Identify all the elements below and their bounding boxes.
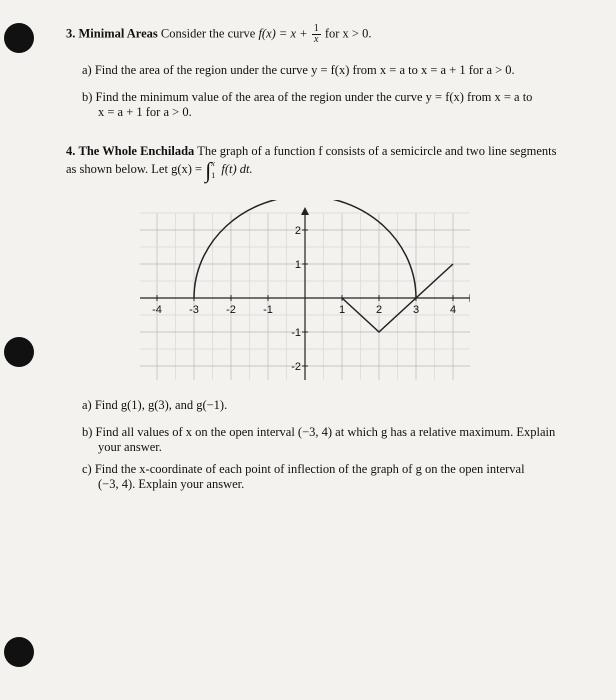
function-graph [140,200,470,380]
problem3-condition: for x > 0. [324,26,372,41]
y-tick-label: -1 [291,327,301,339]
integrand: f(t) dt. [221,161,253,176]
problem4-title: The Whole Enchilada [78,144,195,158]
x-axis-arrow [470,294,471,302]
x-tick-label: -3 [189,304,199,316]
integral-sign: ∫ [205,157,212,183]
problem3-part-a: a) Find the area of the region under the curve y = f(x) from x = a to x = a + 1 for a > 0. [82,63,515,77]
problem3-part-b-line1: b) Find the minimum value of the area of the region under the curve y = f(x) from x = a to [82,90,533,104]
problem4-part-b-line2: your answer. [98,440,162,454]
problem3-function: f(x) = x + [258,26,308,41]
problem3-fraction: $\frac{1}{x}$ [313,23,319,45]
problem3-heading [66,24,371,45]
x-tick-label: 1 [338,304,346,316]
problem3-intro: Consider the curve [160,26,256,41]
y-tick-label: 2 [294,225,301,237]
x-tick-label: 4 [449,304,457,316]
problem4-part-b-line1: b) Find all values of x on the open interval (−3, 4) at which g has a relative maximum. Explain [82,425,556,439]
problem4-heading [66,144,556,159]
x-tick-label: -1 [263,304,273,316]
problem3-part-b-line2: x = a + 1 for a > 0. [98,105,192,119]
x-tick-label: -4 [152,304,162,316]
binder-hole-bottom [4,637,34,667]
problem3-number: 3. [66,26,76,41]
x-tick-label: 2 [375,304,383,316]
problem4-part-c-line2: (−3, 4). Explain your answer. [98,477,245,491]
integral-limits: x 1 [211,159,216,180]
binder-hole-top [4,23,34,53]
problem3-title: Minimal Areas [78,26,158,41]
x-tick-label: 3 [412,304,420,316]
problem4-part-a: a) Find g(1), g(3), and g(−1). [82,398,228,412]
problem4-intro-line2: as shown below. Let g(x) = ∫ x 1 f(t) dt. [66,157,253,183]
problem4-intro-line1: The graph of a function f consists of a semicircle and two line segments [197,144,557,158]
binder-hole-middle [4,337,34,367]
y-tick-label: -2 [291,361,301,373]
problem4-part-c-line1: c) Find the x-coordinate of each point of inflection of the graph of g on the open interval [82,462,525,476]
y-tick-label: 1 [294,259,301,271]
x-tick-label: -2 [226,304,236,316]
problem4-number: 4. [66,144,76,158]
y-axis-arrow [301,207,309,215]
